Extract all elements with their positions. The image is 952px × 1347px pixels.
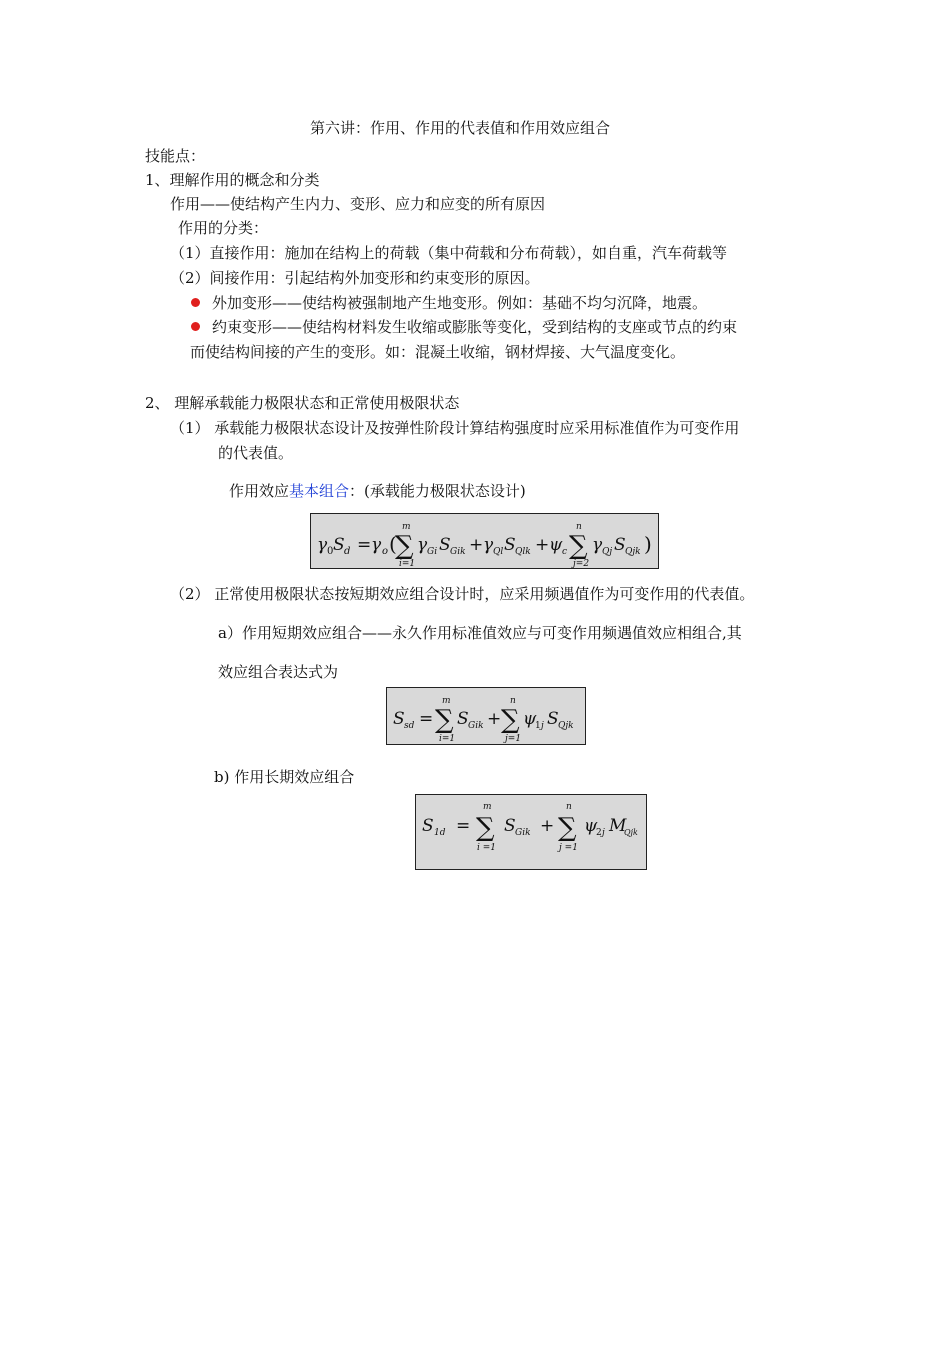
short-term-formula xyxy=(386,687,586,745)
svg-text:∑: ∑ xyxy=(435,705,454,735)
page-title: 第六讲：作用、作用的代表值和作用效应组合 xyxy=(310,119,611,137)
svg-text:2: 2 xyxy=(596,828,602,838)
svg-text:Qj: Qj xyxy=(602,547,613,557)
section2-heading: 2、 理解承载能力极限状态和正常使用极限状态 xyxy=(145,394,460,412)
serviceability-state: （2） 正常使用极限状态按短期效应组合设计时，应采用频遇值作为可变作用的代表值。 xyxy=(170,585,755,603)
svg-text:Qlk: Qlk xyxy=(515,547,531,557)
direct-action: （1）直接作用：施加在结构上的荷载（集中荷载和分布荷载），如自重，汽车荷载等 xyxy=(170,244,728,262)
indirect-action: （2）间接作用：引起结构外加变形和约束变形的原因。 xyxy=(170,269,540,287)
sum2-top: n xyxy=(566,802,572,812)
svg-text:S: S xyxy=(504,816,516,836)
sum2-top: n xyxy=(576,522,582,532)
svg-text:M: M xyxy=(609,816,627,836)
svg-text:Gi: Gi xyxy=(427,547,438,557)
svg-text:S: S xyxy=(547,709,559,729)
sum1-top: m xyxy=(483,802,492,812)
bullet-icon xyxy=(191,298,200,307)
long-term-label: b) 作用长期效应组合 xyxy=(214,768,355,786)
svg-text:ψ: ψ xyxy=(523,709,537,729)
svg-text:+: + xyxy=(469,535,484,555)
long-term-formula xyxy=(415,794,647,870)
svg-text:+: + xyxy=(540,816,555,836)
skills-label: 技能点： xyxy=(145,147,206,165)
basic-combination-caption xyxy=(229,481,526,501)
svg-text:=: = xyxy=(419,709,434,729)
sum1-bottom: i=1 xyxy=(439,734,456,744)
svg-text:∑: ∑ xyxy=(501,705,520,735)
short-term-line2: 效应组合表达式为 xyxy=(218,663,339,681)
sum1-bottom: i =1 xyxy=(477,843,497,853)
ultimate-state-line2: 的代表值。 xyxy=(218,444,294,462)
restrained-deformation-line2: 而使结构间接的产生的变形。如：混凝土收缩，钢材焊接、大气温度变化。 xyxy=(190,343,686,361)
sum1-top: m xyxy=(402,522,411,532)
sum2-top: n xyxy=(510,696,516,706)
svg-text:c: c xyxy=(562,547,568,557)
ultimate-state-line1: （1） 承载能力极限状态设计及按弹性阶段计算结构强度时应采用标准值作为可变作用 xyxy=(170,419,740,437)
svg-text:Ql: Ql xyxy=(493,547,504,557)
svg-text:+: + xyxy=(535,535,550,555)
svg-text:S: S xyxy=(457,709,469,729)
svg-text:∑: ∑ xyxy=(569,531,588,561)
svg-text:=: = xyxy=(456,816,471,836)
sum1-bottom: i=1 xyxy=(399,559,416,568)
basic-prefix: 作用效应 xyxy=(229,482,290,500)
svg-text:Qjk: Qjk xyxy=(558,721,574,731)
sum2-bottom: j =1 xyxy=(559,843,578,853)
action-definition: 作用——使结构产生内力、变形、应力和应变的所有原因 xyxy=(170,195,546,213)
svg-text:=: = xyxy=(357,535,372,555)
svg-text:j: j xyxy=(541,721,544,731)
svg-text:sd: sd xyxy=(404,721,415,731)
svg-text:Gik: Gik xyxy=(515,828,531,838)
svg-text:Qjk: Qjk xyxy=(625,547,641,557)
svg-text:S: S xyxy=(393,709,405,729)
svg-text:γ: γ xyxy=(592,535,603,555)
svg-text:∑: ∑ xyxy=(558,813,577,843)
svg-text:γ: γ xyxy=(417,535,428,555)
bullet-icon xyxy=(191,322,200,331)
svg-text:Gik: Gik xyxy=(450,547,466,557)
restrained-deformation-line1: 约束变形——使结构材料发生收缩或膨胀等变化，受到结构的支座或节点的约束 xyxy=(212,318,738,336)
sum2-bottom: j=2 xyxy=(573,559,590,568)
svg-text:γ: γ xyxy=(371,535,382,555)
basic-combination-link[interactable]: 基本组合 xyxy=(289,482,350,500)
svg-text:(: ( xyxy=(389,532,397,556)
basic-suffix: ：(承载能力极限状态设计) xyxy=(349,482,526,500)
short-term-line1: a）作用短期效应组合——永久作用标准值效应与可变作用频遇值效应相组合,其 xyxy=(218,624,742,642)
svg-text:S: S xyxy=(422,816,434,836)
section1-heading: 1、理解作用的概念和分类 xyxy=(145,171,320,189)
svg-text:ψ: ψ xyxy=(549,535,563,555)
svg-text:Gik: Gik xyxy=(468,721,484,731)
svg-text:+: + xyxy=(487,709,502,729)
svg-text:S: S xyxy=(333,535,345,555)
svg-text:): ) xyxy=(644,532,652,556)
basic-combination-formula xyxy=(310,513,659,569)
svg-text:1: 1 xyxy=(535,721,541,731)
svg-text:d: d xyxy=(344,546,351,557)
svg-text:γ: γ xyxy=(317,535,328,555)
sum1-top: m xyxy=(442,696,451,706)
classification-label: 作用的分类： xyxy=(178,219,269,237)
svg-text:S: S xyxy=(439,535,451,555)
svg-text:j: j xyxy=(602,828,605,838)
sum2-bottom: j=1 xyxy=(505,734,522,744)
svg-text:S: S xyxy=(614,535,626,555)
svg-text:0: 0 xyxy=(327,546,334,557)
svg-text:ψ: ψ xyxy=(584,816,598,836)
svg-text:∑: ∑ xyxy=(395,531,414,561)
svg-text:1d: 1d xyxy=(434,828,446,838)
svg-text:o: o xyxy=(382,546,389,557)
svg-text:γ: γ xyxy=(483,535,494,555)
svg-text:∑: ∑ xyxy=(476,813,495,843)
imposed-deformation: 外加变形——使结构被强制地产生地变形。例如：基础不均匀沉降，地震。 xyxy=(212,294,708,312)
svg-text:S: S xyxy=(504,535,516,555)
svg-text:Qjk: Qjk xyxy=(624,828,638,837)
